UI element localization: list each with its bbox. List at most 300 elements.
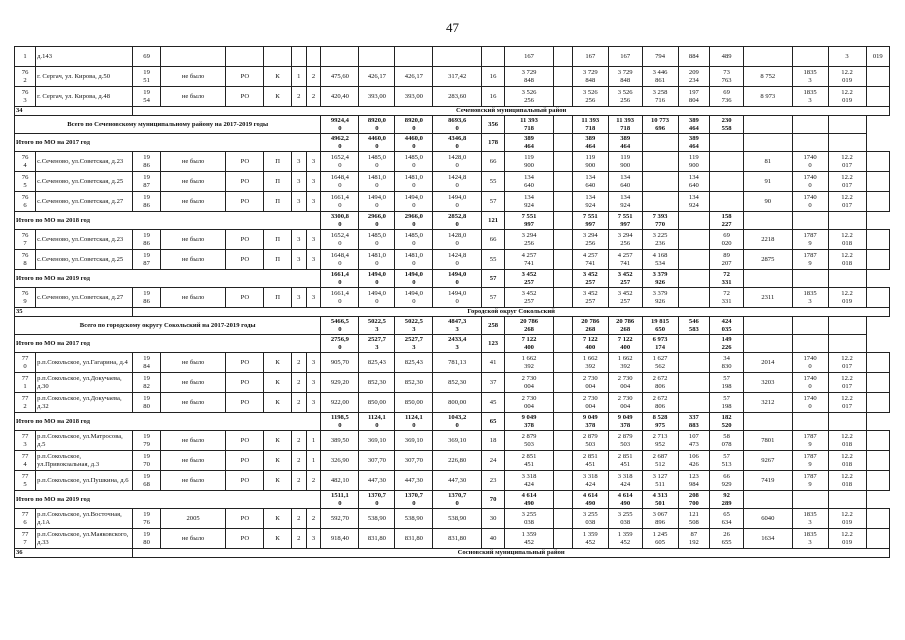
table-cell: 9924,4 0 xyxy=(321,116,359,134)
table-cell: 4346,8 0 xyxy=(433,134,482,152)
table-cell xyxy=(642,134,678,152)
table-cell: 3 067 896 xyxy=(642,509,678,529)
table-cell: 3 452 257 xyxy=(505,288,554,308)
table-cell: 77 6 xyxy=(15,509,36,529)
table-cell xyxy=(678,373,710,393)
table-cell: 7419 xyxy=(744,471,793,491)
table-cell: 1652,4 0 xyxy=(321,152,359,172)
table-cell: 6040 xyxy=(744,509,793,529)
table-cell xyxy=(553,67,572,87)
housing-repair-table xyxy=(14,46,890,558)
table-cell: 3 526 256 xyxy=(608,87,642,107)
table-cell xyxy=(433,47,482,67)
table-cell xyxy=(553,152,572,172)
table-cell: 12.2 017 xyxy=(828,353,866,373)
table-cell: 19 86 xyxy=(133,288,160,308)
table-cell: 167 xyxy=(505,47,554,67)
table-cell: р.п.Сокольское, ул.Восточная, д.1А xyxy=(36,509,133,529)
table-cell: 167 xyxy=(572,47,608,67)
table-cell xyxy=(291,47,306,67)
table-cell: 19 86 xyxy=(133,192,160,212)
table-cell: 389 464 xyxy=(678,116,710,134)
table-cell: 12.2 017 xyxy=(828,373,866,393)
table-cell: 4962,2 0 xyxy=(321,134,359,152)
table-cell: 89 207 xyxy=(710,250,744,270)
table-cell: не было xyxy=(160,192,226,212)
table-cell: 119 900 xyxy=(505,152,554,172)
table-cell: 197 804 xyxy=(678,87,710,107)
table-cell: 65 xyxy=(481,413,504,431)
table-cell: К xyxy=(264,529,291,549)
table-cell: не было xyxy=(160,67,226,87)
table-cell xyxy=(828,413,866,431)
table-cell: 424 035 xyxy=(710,317,744,335)
table-cell: РО xyxy=(226,87,264,107)
table-cell: не было xyxy=(160,529,226,549)
table-cell: 57 xyxy=(481,288,504,308)
table-cell xyxy=(744,116,793,134)
table-cell: РО xyxy=(226,529,264,549)
table-cell: 3 xyxy=(306,353,321,373)
table-cell: 19 76 xyxy=(133,509,160,529)
table-cell: 19 51 xyxy=(133,67,160,87)
table-cell xyxy=(553,230,572,250)
table-cell: 41 xyxy=(481,353,504,373)
table-cell: 1740 0 xyxy=(792,393,828,413)
table-cell: 2 879 503 xyxy=(608,431,642,451)
table-cell: 2 xyxy=(306,67,321,87)
table-cell: 3 xyxy=(306,250,321,270)
table-cell: 4847,3 3 xyxy=(433,317,482,335)
table-cell: 1494,0 0 xyxy=(433,288,482,308)
total-row xyxy=(15,270,890,288)
table-cell: 158 227 xyxy=(710,212,744,230)
table-cell: 226,80 xyxy=(433,451,482,471)
table-cell: 76 8 xyxy=(15,250,36,270)
table-cell xyxy=(866,373,889,393)
table-cell: 1787 9 xyxy=(792,250,828,270)
table-cell: 12.2 018 xyxy=(828,431,866,451)
table-cell: 12.2 019 xyxy=(828,509,866,529)
table-cell: 1424,8 0 xyxy=(433,172,482,192)
table-cell: 3 294 256 xyxy=(505,230,554,250)
table-cell xyxy=(866,172,889,192)
table-cell: 26 655 xyxy=(710,529,744,549)
table-cell: 3 xyxy=(306,529,321,549)
table-cell: 475,60 xyxy=(321,67,359,87)
table-cell: 3 xyxy=(291,288,306,308)
table-cell xyxy=(678,250,710,270)
table-cell: РО xyxy=(226,353,264,373)
table-cell: не было xyxy=(160,471,226,491)
table-cell: 1494,0 0 xyxy=(395,270,433,288)
total-label: Итого по МО на 2017 год xyxy=(15,134,321,152)
table-cell: 66 xyxy=(481,152,504,172)
table-cell: 2 xyxy=(291,529,306,549)
table-cell: 123 984 xyxy=(678,471,710,491)
table-cell: 20 786 268 xyxy=(572,317,608,335)
table-cell xyxy=(866,152,889,172)
table-cell: 1 359 452 xyxy=(608,529,642,549)
table-cell: 81 xyxy=(744,152,793,172)
table-cell: 12.2 017 xyxy=(828,393,866,413)
table-cell: 3 729 848 xyxy=(608,67,642,87)
table-cell xyxy=(866,451,889,471)
table-cell: не было xyxy=(160,288,226,308)
table-cell: 149 226 xyxy=(710,335,744,353)
section-header xyxy=(15,308,890,317)
table-cell: не было xyxy=(160,373,226,393)
table-cell xyxy=(553,270,572,288)
table-cell xyxy=(678,212,710,230)
table-cell: 3212 xyxy=(744,393,793,413)
table-cell: 92 289 xyxy=(710,491,744,509)
table-cell: р.п.Сокольское, ул.Пушкина, д.6 xyxy=(36,471,133,491)
table-row xyxy=(15,373,890,393)
table-cell: 447,30 xyxy=(395,471,433,491)
table-cell: 389 464 xyxy=(572,134,608,152)
table-cell: 7 122 400 xyxy=(572,335,608,353)
table-cell: 3 255 038 xyxy=(505,509,554,529)
table-cell: 1835 3 xyxy=(792,67,828,87)
table-row xyxy=(15,471,890,491)
table-cell: 1787 9 xyxy=(792,230,828,250)
table-cell: 3 127 511 xyxy=(642,471,678,491)
table-cell xyxy=(553,471,572,491)
table-cell: 825,43 xyxy=(359,353,395,373)
table-cell: р.п.Сокольское, ул.Привокзальная, д.3 xyxy=(36,451,133,471)
table-cell: К xyxy=(264,431,291,451)
table-cell xyxy=(481,47,504,67)
table-cell: 19 86 xyxy=(133,152,160,172)
table-cell: 3 xyxy=(291,192,306,212)
table-cell: 7 551 997 xyxy=(608,212,642,230)
table-cell xyxy=(264,47,291,67)
section-header xyxy=(15,549,890,558)
table-cell: 12.2 019 xyxy=(828,288,866,308)
table-cell: 55 xyxy=(481,172,504,192)
table-cell: 1835 3 xyxy=(792,509,828,529)
table-cell: РО xyxy=(226,152,264,172)
table-cell: 1740 0 xyxy=(792,172,828,192)
table-cell: 134 640 xyxy=(572,172,608,192)
table-cell: 389 464 xyxy=(608,134,642,152)
table-cell xyxy=(744,317,793,335)
table-cell: 2875 xyxy=(744,250,793,270)
table-cell: 4460,0 0 xyxy=(395,134,433,152)
table-cell: 1 xyxy=(291,67,306,87)
table-cell xyxy=(792,317,828,335)
table-cell: 1485,0 0 xyxy=(359,230,395,250)
table-cell xyxy=(710,192,744,212)
table-cell: 3203 xyxy=(744,373,793,393)
table-cell: 134 924 xyxy=(608,192,642,212)
table-cell: 9 049 378 xyxy=(608,413,642,431)
table-cell xyxy=(553,134,572,152)
table-cell: 389 464 xyxy=(678,134,710,152)
table-cell: 2311 xyxy=(744,288,793,308)
table-cell xyxy=(553,509,572,529)
table-cell: 230 558 xyxy=(710,116,744,134)
table-cell: 369,10 xyxy=(433,431,482,451)
total-row xyxy=(15,212,890,230)
table-cell: 1 245 605 xyxy=(642,529,678,549)
table-cell: 19 68 xyxy=(133,471,160,491)
table-cell: К xyxy=(264,393,291,413)
table-cell xyxy=(359,47,395,67)
table-cell: П xyxy=(264,192,291,212)
table-cell: 1 359 452 xyxy=(572,529,608,549)
table-cell: 538,90 xyxy=(433,509,482,529)
table-cell: 19 82 xyxy=(133,373,160,393)
table-cell: 19 84 xyxy=(133,353,160,373)
table-cell: 307,70 xyxy=(395,451,433,471)
table-cell: К xyxy=(264,509,291,529)
table-cell: 91 xyxy=(744,172,793,192)
table-cell: 11 393 718 xyxy=(572,116,608,134)
table-cell: 3 xyxy=(306,192,321,212)
table-cell: 20 786 268 xyxy=(608,317,642,335)
table-cell: 19 70 xyxy=(133,451,160,471)
table-cell: 831,80 xyxy=(433,529,482,549)
table-cell: 2 713 952 xyxy=(642,431,678,451)
table-cell: 1481,0 0 xyxy=(359,250,395,270)
table-cell: РО xyxy=(226,250,264,270)
table-cell: 12.2 017 xyxy=(828,192,866,212)
table-cell: 1511,1 0 xyxy=(321,491,359,509)
table-cell: с.Сеченово, ул.Советская, д.27 xyxy=(36,288,133,308)
table-cell: РО xyxy=(226,471,264,491)
table-cell: 3 258 716 xyxy=(642,87,678,107)
table-cell: 12.2 019 xyxy=(828,87,866,107)
table-cell: 66 929 xyxy=(710,471,744,491)
table-cell xyxy=(678,353,710,373)
table-cell: 66 xyxy=(481,230,504,250)
total-row xyxy=(15,317,890,335)
table-cell: 1648,4 0 xyxy=(321,172,359,192)
table-cell: 23 xyxy=(481,471,504,491)
table-cell: не было xyxy=(160,393,226,413)
table-cell: 1835 3 xyxy=(792,288,828,308)
table-cell: 3 xyxy=(306,393,321,413)
table-cell: 317,42 xyxy=(433,67,482,87)
table-cell xyxy=(642,172,678,192)
table-cell: 3 452 257 xyxy=(572,288,608,308)
table-cell xyxy=(160,47,226,67)
table-cell: 831,80 xyxy=(395,529,433,549)
table-cell xyxy=(866,471,889,491)
table-row xyxy=(15,288,890,308)
table-cell xyxy=(866,529,889,549)
table-cell: 1 xyxy=(306,451,321,471)
table-cell: 2 730 004 xyxy=(505,373,554,393)
table-cell: 3 xyxy=(306,172,321,192)
table-cell: 57 xyxy=(481,192,504,212)
table-cell: 134 924 xyxy=(505,192,554,212)
table-cell: 389 464 xyxy=(505,134,554,152)
table-cell: 929,20 xyxy=(321,373,359,393)
table-cell: 546 583 xyxy=(678,317,710,335)
table-cell: 283,60 xyxy=(433,87,482,107)
table-cell: 1494,0 0 xyxy=(359,288,395,308)
table-cell: д.143 xyxy=(36,47,133,67)
table-cell: РО xyxy=(226,373,264,393)
table-cell: 8920,0 0 xyxy=(359,116,395,134)
table-cell: 57 198 xyxy=(710,373,744,393)
table-cell: 119 900 xyxy=(678,152,710,172)
table-cell: 208 700 xyxy=(678,491,710,509)
table-cell: 77 3 xyxy=(15,431,36,451)
table-cell: 1634 xyxy=(744,529,793,549)
table-cell: 1481,0 0 xyxy=(359,172,395,192)
table-cell: 3 318 424 xyxy=(608,471,642,491)
table-cell: 905,70 xyxy=(321,353,359,373)
table-cell xyxy=(553,172,572,192)
table-cell xyxy=(553,413,572,431)
table-cell: 77 4 xyxy=(15,451,36,471)
table-cell: 57 xyxy=(481,270,504,288)
table-cell: 3 729 848 xyxy=(505,67,554,87)
table-cell: 3 452 257 xyxy=(505,270,554,288)
table-cell xyxy=(866,288,889,308)
table-cell: 1740 0 xyxy=(792,192,828,212)
table-cell: 2014 xyxy=(744,353,793,373)
table-cell: 18 xyxy=(481,431,504,451)
table-row xyxy=(15,529,890,549)
table-cell: 1494,0 0 xyxy=(395,192,433,212)
table-cell: 45 xyxy=(481,393,504,413)
table-cell: РО xyxy=(226,67,264,87)
total-label: Итого по МО на 2018 год xyxy=(15,413,321,431)
table-cell xyxy=(306,47,321,67)
table-cell xyxy=(553,335,572,353)
table-row xyxy=(15,47,890,67)
table-cell xyxy=(792,335,828,353)
table-cell: 3 318 424 xyxy=(505,471,554,491)
table-cell: 393,00 xyxy=(359,87,395,107)
table-cell: 2 xyxy=(306,509,321,529)
table-cell: 2 672 806 xyxy=(642,373,678,393)
table-cell: 2966,0 0 xyxy=(359,212,395,230)
table-cell: 1370,7 0 xyxy=(395,491,433,509)
table-cell: 65 634 xyxy=(710,509,744,529)
table-cell: 3 xyxy=(291,172,306,192)
table-cell: 2 879 503 xyxy=(572,431,608,451)
section-number: 34 xyxy=(15,107,133,116)
table-cell: РО xyxy=(226,431,264,451)
total-row xyxy=(15,491,890,509)
table-cell xyxy=(792,116,828,134)
table-row xyxy=(15,393,890,413)
table-cell: 1787 9 xyxy=(792,431,828,451)
table-cell: 167 xyxy=(608,47,642,67)
table-cell: г. Сергач, ул. Кирова, д.50 xyxy=(36,67,133,87)
table-cell: 1740 0 xyxy=(792,373,828,393)
table-cell xyxy=(866,393,889,413)
table-cell: 489 xyxy=(710,47,744,67)
table-cell: 2 672 806 xyxy=(642,393,678,413)
table-cell: 850,00 xyxy=(395,393,433,413)
table-cell: 337 883 xyxy=(678,413,710,431)
table-cell: 4 257 741 xyxy=(608,250,642,270)
table-cell xyxy=(553,373,572,393)
table-cell xyxy=(866,509,889,529)
table-cell: 1428,0 0 xyxy=(433,152,482,172)
table-cell: 1370,7 0 xyxy=(433,491,482,509)
table-cell: 9 049 378 xyxy=(505,413,554,431)
table-cell: 447,30 xyxy=(433,471,482,491)
table-cell: 1 359 452 xyxy=(505,529,554,549)
table-cell: 1424,8 0 xyxy=(433,250,482,270)
table-cell xyxy=(744,47,793,67)
table-cell xyxy=(792,47,828,67)
table-cell: 19 87 xyxy=(133,250,160,270)
table-cell xyxy=(710,172,744,192)
table-cell xyxy=(553,192,572,212)
table-cell: 1481,0 0 xyxy=(395,250,433,270)
table-cell: 1198,5 0 xyxy=(321,413,359,431)
table-cell: не было xyxy=(160,431,226,451)
table-cell: 19 54 xyxy=(133,87,160,107)
table-body xyxy=(15,47,890,558)
table-cell: 19 815 650 xyxy=(642,317,678,335)
table-cell: 019 xyxy=(866,47,889,67)
table-cell: 1485,0 0 xyxy=(395,230,433,250)
table-cell xyxy=(828,335,866,353)
table-cell xyxy=(866,192,889,212)
table-cell: П xyxy=(264,172,291,192)
table-cell: 1 662 392 xyxy=(505,353,554,373)
table-cell: К xyxy=(264,353,291,373)
table-cell xyxy=(866,353,889,373)
table-cell: 1740 0 xyxy=(792,152,828,172)
table-cell: 3 xyxy=(306,373,321,393)
table-cell: 1661,4 0 xyxy=(321,192,359,212)
table-cell: 12.2 018 xyxy=(828,230,866,250)
table-cell: 106 426 xyxy=(678,451,710,471)
table-cell: с.Сеченово, ул.Советская, д.23 xyxy=(36,230,133,250)
table-cell: 3 xyxy=(291,230,306,250)
table-cell: 258 xyxy=(481,317,504,335)
table-cell: РО xyxy=(226,393,264,413)
table-cell: 76 4 xyxy=(15,152,36,172)
table-cell: 2 730 004 xyxy=(608,373,642,393)
table-cell: 20 786 268 xyxy=(505,317,554,335)
table-cell: 76 3 xyxy=(15,87,36,107)
table-cell: 1661,4 0 xyxy=(321,288,359,308)
table-cell: 77 7 xyxy=(15,529,36,549)
table-cell: 426,17 xyxy=(359,67,395,87)
table-cell: р.п.Сокольское, ул.Докучаева, д.32 xyxy=(36,393,133,413)
table-cell: 4 257 741 xyxy=(505,250,554,270)
table-cell: 4460,0 0 xyxy=(359,134,395,152)
table-cell: 1835 3 xyxy=(792,529,828,549)
table-cell xyxy=(553,116,572,134)
table-cell: 389,50 xyxy=(321,431,359,451)
table-cell xyxy=(553,47,572,67)
table-cell: 134 640 xyxy=(678,172,710,192)
table-cell: 918,40 xyxy=(321,529,359,549)
table-cell: 3 318 424 xyxy=(572,471,608,491)
table-cell: 369,10 xyxy=(359,431,395,451)
table-cell: 447,30 xyxy=(359,471,395,491)
table-cell xyxy=(866,250,889,270)
table-row xyxy=(15,192,890,212)
table-cell xyxy=(828,491,866,509)
total-label: Итого по МО на 2018 год xyxy=(15,212,321,230)
table-cell: 3 xyxy=(306,288,321,308)
table-cell: 3 294 256 xyxy=(608,230,642,250)
